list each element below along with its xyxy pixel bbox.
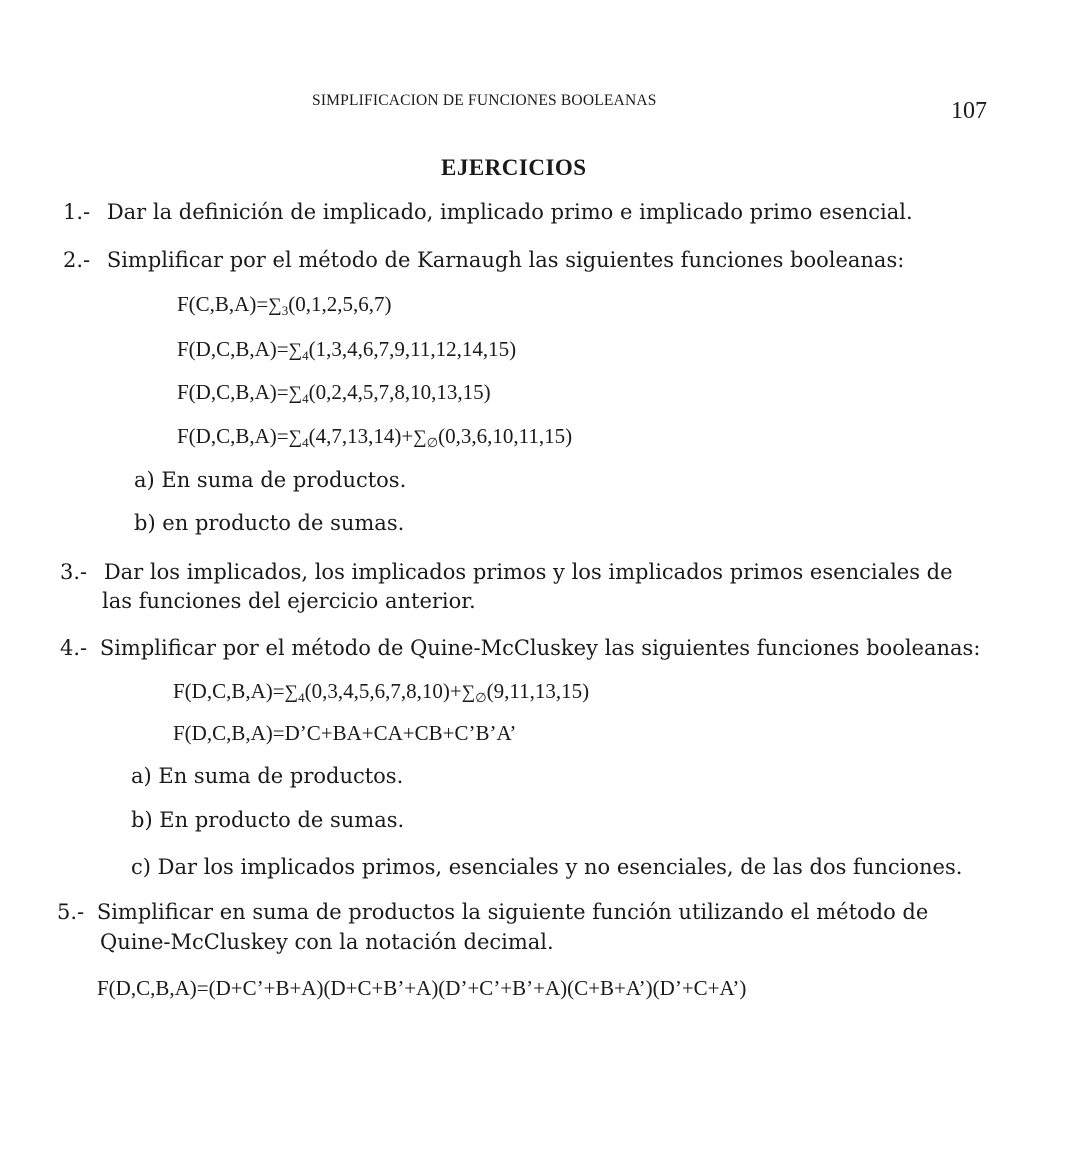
- exercise-5: [57, 900, 928, 924]
- sigma-subscript-dontcare: ∅: [475, 690, 487, 705]
- exercise-2: [63, 248, 904, 272]
- ex4-option-c: c) Dar los implicados primos, esenciales y no esenciales, de las dos funciones.: [131, 855, 963, 879]
- ex2-formula-4: [177, 424, 572, 451]
- exercise-1-text: Dar la definición de implicado, implicado primo e implicado primo esencial.: [106, 200, 913, 224]
- sigma-symbol: ∑: [268, 295, 282, 316]
- ex4-formula-2: F(D,C,B,A)=D’C+BA+CA+CB+C’B’A’: [173, 721, 517, 745]
- ex4-option-b: b) En producto de sumas.: [131, 808, 405, 832]
- sigma-subscript: 4: [302, 348, 309, 363]
- formula-terms: (1,3,4,6,7,9,11,12,14,15): [308, 337, 517, 361]
- sigma-symbol: ∑: [288, 427, 303, 448]
- sigma-symbol: ∑: [288, 340, 303, 361]
- ex2-option-b: b) en producto de sumas.: [134, 511, 405, 535]
- formula-terms: (4,7,13,14)+: [308, 424, 414, 448]
- exercise-1: [63, 200, 913, 224]
- exercise-3-line-1: Dar los implicados, los implicados primos y los implicados primos esenciales de: [103, 560, 953, 584]
- formula-lhs: F(D,C,B,A)=: [177, 380, 289, 404]
- exercise-2-number: 2.-: [63, 248, 91, 272]
- exercise-3-line-2: las funciones del ejercicio anterior.: [102, 589, 476, 613]
- formula-lhs: F(D,C,B,A)=: [177, 337, 289, 361]
- sigma-symbol: ∑: [413, 427, 427, 448]
- formula-lhs: F(C,B,A)=: [177, 292, 269, 316]
- sigma-symbol: ∑: [288, 383, 303, 404]
- ex5-formula: F(D,C,B,A)=(D+C’+B+A)(D+C+B’+A)(D’+C’+B’+A)(C+B+A’)(D’+C+A’): [97, 976, 747, 1000]
- ex4-option-a: a) En suma de productos.: [131, 764, 404, 788]
- section-title: EJERCICIOS: [441, 155, 587, 180]
- exercise-5-number: 5.-: [57, 900, 85, 924]
- ex2-formula-1: [177, 292, 392, 319]
- ex2-formula-2: [177, 337, 516, 364]
- ex2-option-a: a) En suma de productos.: [134, 468, 407, 492]
- sigma-subscript: 4: [302, 391, 309, 406]
- exercise-4: [60, 636, 980, 660]
- formula-dontcare-terms: (0,3,6,10,11,15): [438, 424, 573, 448]
- ex4-formula-1: [173, 679, 589, 706]
- formula-dontcare-terms: (9,11,13,15): [486, 679, 590, 703]
- formula-terms: (0,2,4,5,7,8,10,13,15): [308, 380, 491, 404]
- formula-terms: (0,1,2,5,6,7): [288, 292, 392, 316]
- exercise-5-line-2: Quine-McCluskey con la notación decimal.: [100, 930, 554, 954]
- formula-terms: (0,3,4,5,6,7,8,10)+: [304, 679, 462, 703]
- sigma-subscript: 4: [298, 690, 305, 705]
- running-header: SIMPLIFICACION DE FUNCIONES BOOLEANAS: [312, 92, 657, 109]
- sigma-subscript: 3: [281, 303, 289, 318]
- exercise-2-text: Simplificar por el método de Karnaugh las siguientes funciones booleanas:: [106, 248, 905, 272]
- ex2-formula-3: [177, 380, 491, 407]
- formula-lhs: F(D,C,B,A)=: [177, 424, 289, 448]
- exercise-3-number: 3.-: [60, 560, 88, 584]
- exercise-1-number: 1.-: [63, 200, 91, 224]
- exercise-5-line-1: Simplificar en suma de productos la siguiente función utilizando el método de: [96, 900, 929, 924]
- exercise-4-number: 4.-: [60, 636, 88, 660]
- exercise-3: [60, 560, 953, 584]
- sigma-subscript-dontcare: ∅: [426, 435, 439, 450]
- sigma-symbol: ∑: [284, 682, 299, 703]
- exercise-4-text: Simplificar por el método de Quine-McCluskey las siguientes funciones booleanas:: [99, 636, 981, 660]
- formula-lhs: F(D,C,B,A)=: [173, 679, 285, 703]
- sigma-subscript: 4: [302, 435, 309, 450]
- sigma-symbol: ∑: [461, 682, 476, 703]
- page-number: 107: [951, 98, 987, 124]
